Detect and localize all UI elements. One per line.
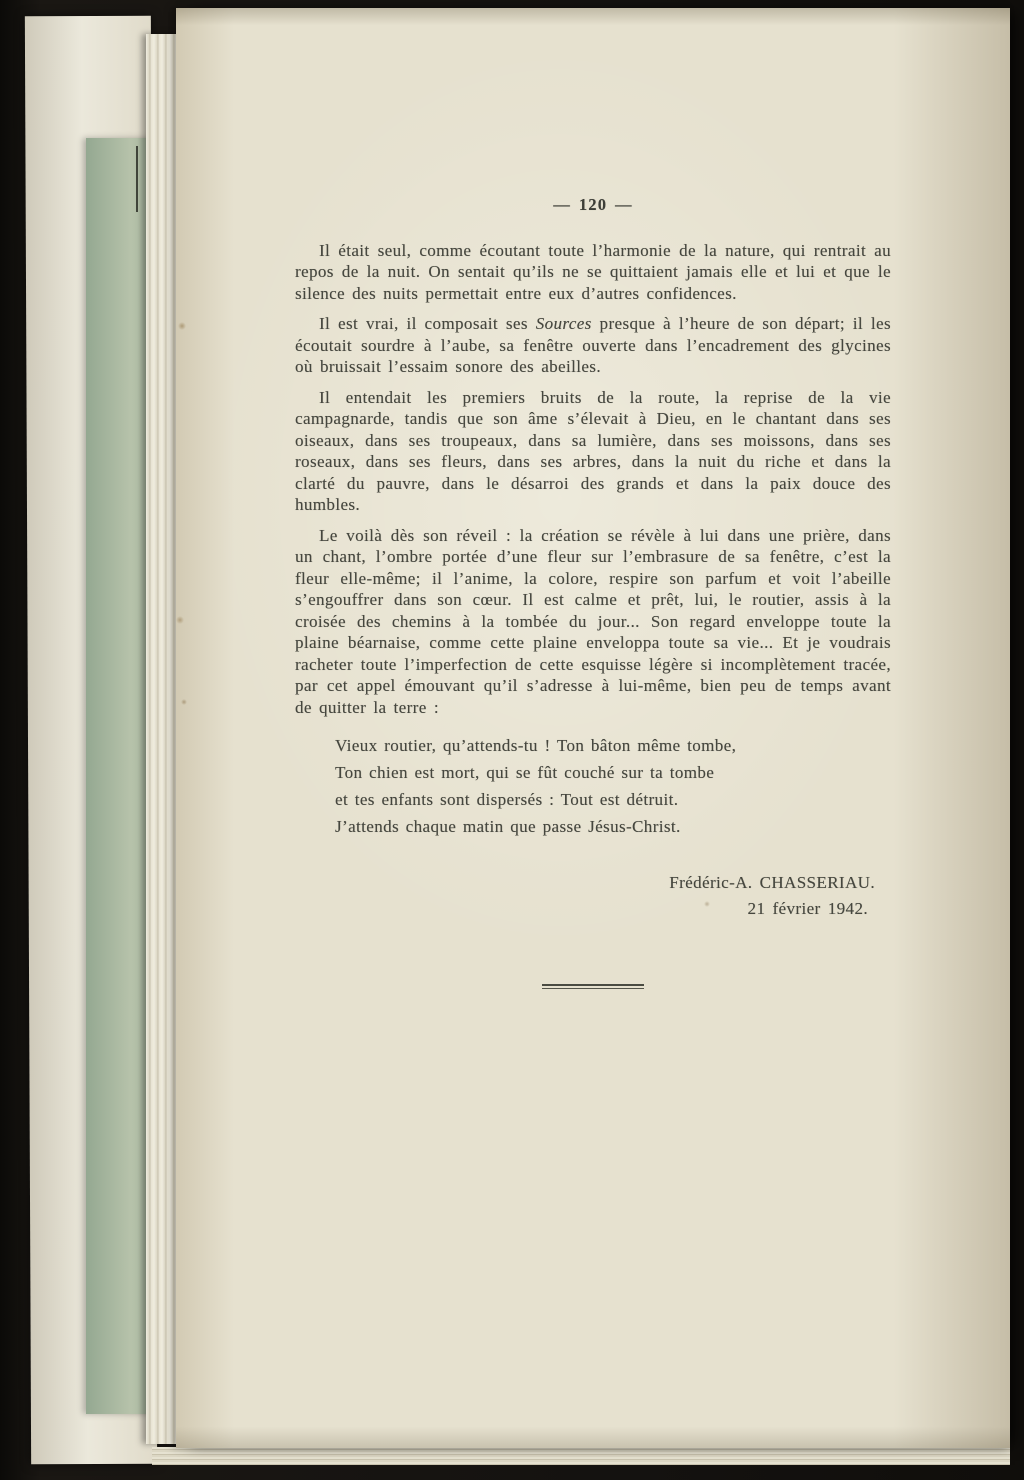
poem-line-1: Vieux routier, qu’attends-tu ! Ton bâton même tombe, — [335, 736, 737, 755]
book-page — [176, 8, 1010, 1448]
poem-line-4: J’attends chaque matin que passe Jésus-Christ. — [335, 817, 681, 836]
paragraph-2 — [295, 313, 891, 378]
end-double-rule — [542, 984, 644, 989]
signature-block — [295, 870, 891, 922]
paragraph-4: Le voilà dès son réveil : la création se révèle à lui dans une prière, dans un chant, l’ombre portée d’une fleur sur l’embrasure de sa fenêtre, c’est la fleur elle-même; il l’anime, la colore, respire son parfum et voit l’abeille s’engouffrer dans son cœur. Il est calme et prêt, lui, le routier, assis à la croisée des chemins à la tombée du jour... Son regard enveloppe toute la plaine béarnaise, comme cette plaine enveloppa toute sa vie... Et je voudrais racheter toute l’imperfection de cette esquisse légère si incomplètement tracée, par cet appel émouvant qu’il s’adresse à lui-même, bien peu de temps avant de quitter la terre : — [295, 525, 891, 717]
paragraph-2-text-after: presque à l’heure de son départ; il les écoutait sourdre à l’aube, sa fenêtre ouverte dans l’encadrement des glycines où bruissait l’essaim sonore des abeilles. — [295, 314, 891, 376]
page-number: — 120 — — [553, 195, 633, 214]
paragraph-2-text-before: Il est vrai, il composait ses — [319, 314, 536, 333]
spine-mark — [136, 146, 138, 212]
paragraph-1: Il était seul, comme écoutant toute l’harmonie de la nature, qui rentrait au repos de la nuit. On sentait qu’ils ne se quittaient jamais elle et lui et que le silence des nuits permettait entre eux d’autres confidences. — [295, 240, 891, 303]
stacked-page-edges-left — [146, 34, 178, 1444]
text-block — [295, 194, 891, 989]
paragraph-3: Il entendait les premiers bruits de la route, la reprise de la vie campagnarde, tandis que son âme s’élevait à Dieu, en le chantant dans ses oiseaux, dans ses troupeaux, dans sa lumière, dans ses moissons, dans ses roseaux, dans ses fleurs, dans ses arbres, dans la nuit du riche et dans la clarté du pauvre, dans le désarroi des grands et dans la paix douce des humbles. — [295, 387, 891, 514]
poem-line-3: et tes enfants sont dispersés : Tout est détruit. — [335, 790, 679, 809]
signature-date: 21 février 1942. — [747, 899, 868, 918]
author-name: Frédéric-A. CHASSERIAU. — [669, 873, 875, 892]
poem-line-2: Ton chien est mort, qui se fût couché sur ta tombe — [335, 763, 715, 782]
stacked-page-edges-bottom — [152, 1447, 1010, 1465]
poem-quote — [335, 732, 891, 840]
italic-word-sources: Sources — [535, 314, 592, 333]
